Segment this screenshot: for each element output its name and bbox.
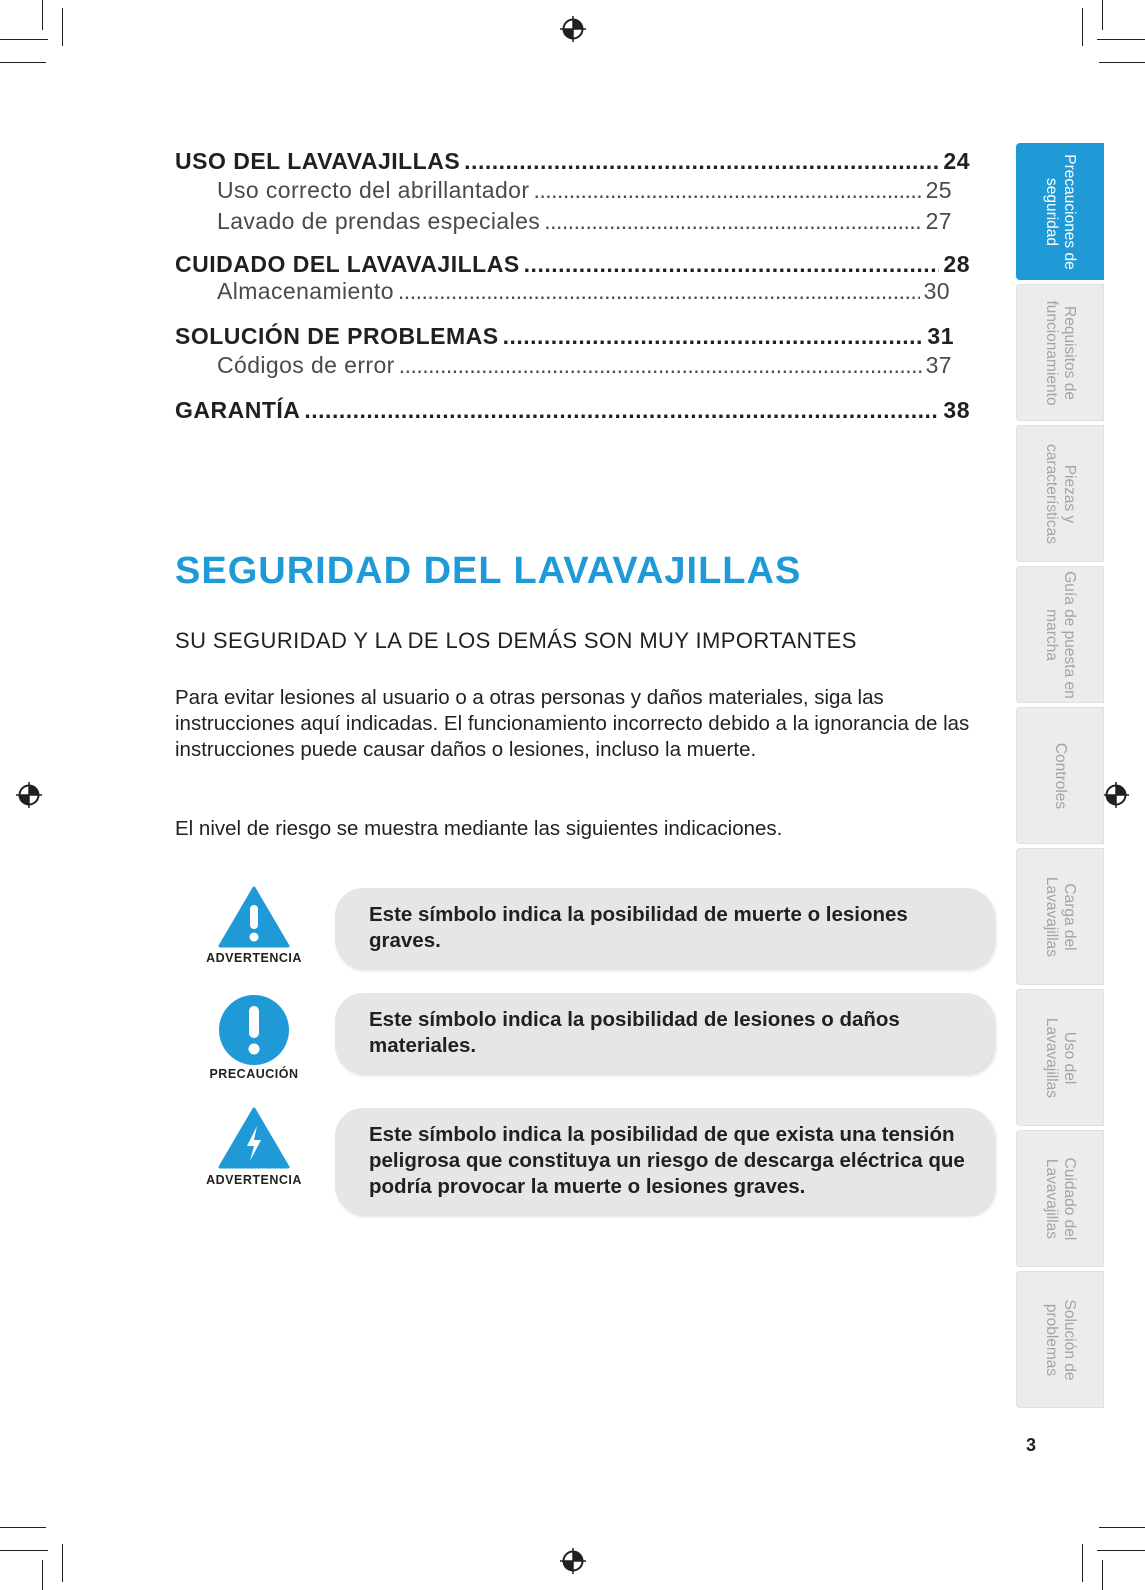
toc-item-label: Uso correcto del abrillantador (217, 177, 530, 203)
tab-guia-de-puesta-en-marcha[interactable] (1016, 566, 1104, 703)
toc-leader-dots (533, 177, 921, 204)
registration-mark-icon (559, 15, 587, 43)
toc-section-title: GARANTÍA (175, 397, 301, 423)
symbol-description: Este símbolo indica la posibilidad de lesiones o daños materiales. (335, 993, 994, 1073)
toc-leader-dots (524, 251, 940, 278)
toc-section[interactable] (175, 323, 970, 350)
toc-leader-dots (399, 352, 922, 379)
toc-item[interactable] (175, 208, 970, 235)
toc-item-label: Códigos de error (217, 352, 395, 378)
caution-circle-icon (218, 994, 290, 1066)
tab-label: Carga del Lavavajillas (1043, 876, 1078, 957)
toc-leader-dots (503, 323, 924, 350)
toc-page-number: 38 (943, 397, 970, 423)
toc-leader-dots (544, 208, 921, 235)
tab-solucion-de-problemas[interactable] (1016, 1271, 1104, 1408)
toc-leader-dots (398, 278, 920, 305)
toc-section-title: USO DEL LAVAVAJILLAS (175, 148, 461, 174)
tab-piezas-y-caracteristicas[interactable] (1016, 425, 1104, 562)
toc-section-title: CUIDADO DEL LAVAVAJILLAS (175, 251, 520, 277)
warning-triangle-icon (218, 885, 290, 949)
toc-item[interactable] (175, 278, 970, 305)
tab-label: Requisitos de funcionamiento (1043, 299, 1078, 406)
toc-page-number: 37 (925, 352, 952, 378)
electric-shock-triangle-icon (218, 1106, 290, 1170)
toc-section[interactable] (175, 251, 970, 278)
tab-controles[interactable] (1016, 707, 1104, 844)
symbol-label: ADVERTENCIA (206, 951, 302, 965)
tab-label: Solución de problemas (1043, 1298, 1078, 1380)
intro-paragraph: Para evitar lesiones al usuario o a otras personas y daños materiales, siga las instrucciones aquí indicadas. El funcionamiento incorrecto debido a la ignorancia de las instrucciones puede causar daños o lesiones, incluso la muerte. (175, 686, 970, 761)
page-number: 3 (1026, 1435, 1037, 1455)
tab-carga-del-lavavajillas[interactable] (1016, 848, 1104, 985)
toc-page-number: 24 (943, 148, 970, 174)
toc-page-number: 30 (923, 278, 950, 304)
toc-leader-dots (464, 148, 939, 175)
toc-item-label: Lavado de prendas especiales (217, 208, 541, 234)
section-subtitle: SU SEGURIDAD Y LA DE LOS DEMÁS SON MUY IMPORTANTES (175, 628, 857, 653)
tab-label: Cuidado del Lavavajillas (1043, 1157, 1078, 1240)
toc-section-title: SOLUCIÓN DE PROBLEMAS (175, 323, 499, 349)
symbol-description: Este símbolo indica la posibilidad de muerte o lesiones graves. (335, 888, 994, 968)
symbol-label: ADVERTENCIA (206, 1173, 302, 1187)
risk-level-paragraph: El nivel de riesgo se muestra mediante las siguientes indicaciones. (175, 817, 783, 840)
toc-page-number: 25 (925, 177, 952, 203)
tab-requisitos-de-funcionamiento[interactable] (1016, 284, 1104, 421)
toc-page-number: 28 (943, 251, 970, 277)
symbol-label: PRECAUCIÓN (209, 1067, 299, 1081)
tab-label: Precauciones de seguridad (1043, 153, 1078, 270)
toc-item[interactable] (175, 352, 970, 379)
tab-label: Piezas y características (1043, 443, 1078, 544)
symbol-description: Este símbolo indica la posibilidad de que exista una tensión peligrosa que constituya un riesgo de descarga eléctrica que podría provocar la muerte o lesiones graves. (335, 1108, 994, 1214)
tab-label: Controles (1052, 742, 1069, 809)
registration-mark-icon (15, 781, 43, 809)
tab-precauciones-de-seguridad[interactable] (1016, 143, 1104, 280)
section-title: SEGURIDAD DEL LAVAVAJILLAS (175, 550, 802, 592)
side-tab-bar (1016, 143, 1104, 1412)
toc-section[interactable] (175, 397, 970, 424)
toc-leader-dots (304, 397, 939, 424)
toc-item[interactable] (175, 177, 970, 204)
registration-mark-icon (1102, 781, 1130, 809)
tab-uso-del-lavavajillas[interactable] (1016, 989, 1104, 1126)
toc-section[interactable] (175, 148, 970, 175)
registration-mark-icon (559, 1547, 587, 1575)
tab-label: Uso del Lavavajillas (1043, 1017, 1078, 1098)
toc-item-label: Almacenamiento (217, 278, 394, 304)
toc-page-number: 27 (925, 208, 952, 234)
tab-cuidado-del-lavavajillas[interactable] (1016, 1130, 1104, 1267)
toc-page-number: 31 (927, 323, 954, 349)
table-of-contents (175, 148, 970, 424)
tab-label: Guía de puesta en marcha (1043, 570, 1078, 699)
